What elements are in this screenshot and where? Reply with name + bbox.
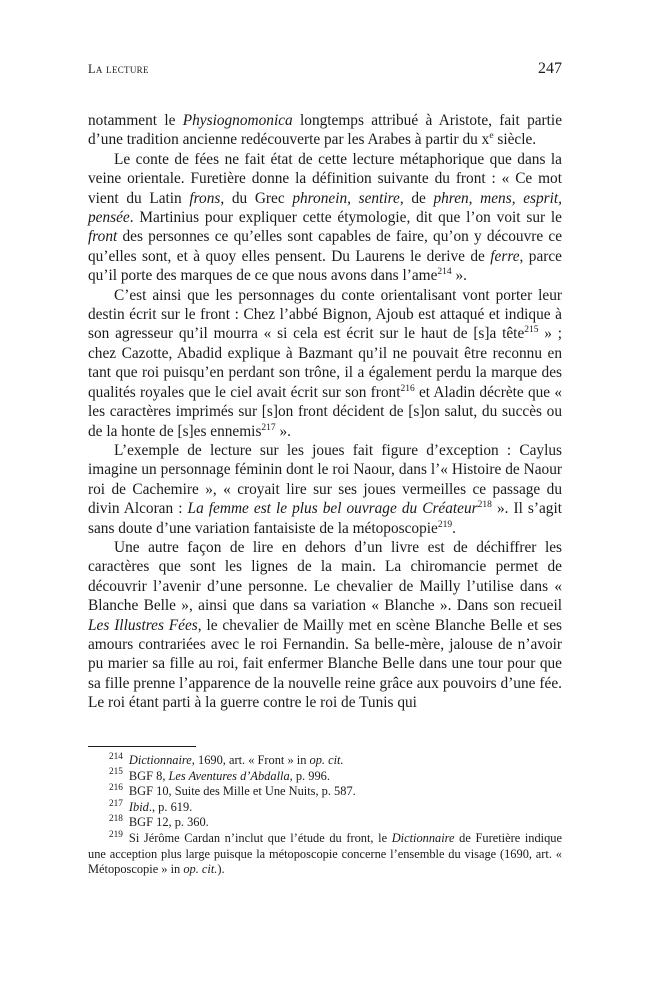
- footnote-number: 216: [109, 783, 123, 794]
- footnote-number: 218: [109, 814, 123, 825]
- italic-text: Les Aventures d’Abdalla: [168, 768, 290, 783]
- italic-text: Physiognomonica: [182, 112, 293, 129]
- text-run: siècle.: [493, 131, 537, 149]
- text-run: . Martinius pour expliquer cette étymologie, dit que l’on voit sur le: [129, 209, 562, 227]
- text-run: BGF 8,: [128, 768, 169, 783]
- italic-text: phren, mens, esprit, pensée: [88, 189, 562, 227]
- running-head: La lecture: [88, 62, 149, 76]
- footnote: [88, 831, 562, 878]
- text-run: notamment le: [88, 112, 183, 129]
- footnote-ref: 218: [477, 500, 492, 511]
- footnote-ref: 217: [261, 422, 276, 433]
- paragraph: [88, 150, 562, 286]
- text-run: .: [452, 519, 456, 537]
- footnote-ref: 215: [524, 325, 539, 336]
- italic-text: front: [88, 228, 118, 246]
- text-run: ).: [217, 862, 225, 877]
- text-run: ». Il s’agit sans doute d’une variation fantaisiste de la métoposcopie: [88, 500, 563, 537]
- italic-text: Dictionnaire: [391, 830, 455, 845]
- footnote: [88, 784, 562, 800]
- text-run: , du Grec: [220, 189, 293, 207]
- text-run: Le conte de fées ne fait état de cette lecture métaphorique que dans la veine orientale. Furetière donne la définition suivante du front : « Ce mot vient du Latin: [88, 150, 562, 207]
- text-run: » ; chez Cazotte, Abadid explique à Bazmant qu’il ne pouvait être reconnu en tant que roi puisqu’en perdant son trône, il a également perdu la marque des qualités royales que le ciel avait écrit sur son front: [88, 325, 562, 401]
- text-run: Une autre façon de lire en dehors d’un livre est de déchiffrer les caractères que sont les lignes de la main. La chiromancie permet de découvrir l’avenir d’une personne. Le chevalier de Mailly l’utilise dans « Blanche Belle », ainsi que dans sa variation « Blanche ». Dans son recueil: [88, 538, 562, 615]
- italic-text: op. cit.: [309, 753, 344, 767]
- footnote-ref: e: [489, 131, 494, 142]
- text-run: ., p. 619.: [148, 799, 193, 814]
- text-run: , de: [399, 189, 434, 207]
- italic-text: frons: [189, 189, 221, 207]
- text-run: longtemps attribué à Aristote, fait partie d’une tradition ancienne redécouverte par les Arabes à partir du: [88, 112, 562, 149]
- text-run: , le chevalier de Mailly met en scène Blanche Belle et ses amours contrariées avec le roi Fernandin. Sa belle-mère, jalouse de n’avoir pu marier sa fille au roi, fait enfermer Blanche Belle dans une tour pour que sa fille prenne l’apparence de la nouvelle reine grâce aux pouvoirs d’une fée. Le roi étant parti à la guerre contre le roi de Tunis qui: [88, 616, 562, 712]
- page-number: 247: [538, 60, 562, 77]
- footnote-number: 217: [109, 798, 123, 809]
- text-run: de Furetière indique une acception plus large puisque la métoposcopie concerne l’ensemble du visage (1690, art. « Métoposcopie » in: [88, 830, 562, 877]
- paragraph: [88, 441, 562, 538]
- italic-text: La femme est le plus bel ouvrage du Créateur: [187, 500, 478, 518]
- text-run: , p. 996.: [289, 768, 330, 783]
- footnote-number: 219: [109, 829, 123, 840]
- paragraph: [88, 286, 562, 441]
- footnote-ref: 216: [400, 383, 415, 394]
- book-page: [88, 60, 562, 713]
- text-run: , 1690, art. « Front » in: [191, 753, 310, 767]
- italic-text: Dictionnaire: [128, 753, 192, 767]
- body-text: [88, 111, 562, 713]
- footnote: [88, 769, 562, 785]
- text-run: BGF 12, p. 360.: [128, 815, 209, 830]
- text-run: , parce qu’il porte des marques de ce que nous avons dans l’ame: [88, 247, 562, 285]
- text-run: et Aladin décrète que « les caractères imprimés sur [s]on front décident de [s]on salut, du succès ou de la honte de [s]es ennemis: [88, 383, 562, 440]
- footnote-ref: 214: [437, 267, 452, 278]
- italic-text: Les Illustres Fées: [88, 616, 198, 634]
- italic-text: op. cit.: [183, 862, 218, 877]
- italic-text: Ibid: [128, 799, 149, 814]
- italic-text: phronein, sentire: [292, 189, 400, 207]
- paragraph: [88, 111, 562, 150]
- text-run: C’est ainsi que les personnages du conte orientalisant vont porter leur destin écrit sur le front : Chez l’abbé Bignon, Ajoub est attaqué et indique à son agresseur qu’il mourra « si cela est écrit sur le haut de [s]a tête: [88, 286, 562, 343]
- italic-text: ferre: [490, 247, 520, 265]
- footnote: [88, 815, 562, 831]
- footnote-number: 214: [109, 751, 123, 762]
- text-run: des personnes ce qu’elles sont capables de faire, qu’on y découvre ce qu’elles sont, et à quoy elles pensent. Du Laurens le derive de: [88, 228, 562, 265]
- footnote: [88, 753, 562, 769]
- page-header: [88, 60, 562, 86]
- footnotes: [88, 753, 562, 878]
- text-run: ».: [275, 422, 292, 440]
- footnote-ref: 219: [437, 519, 453, 530]
- footnote-separator: [88, 746, 196, 747]
- text-run: ».: [451, 267, 467, 285]
- footnote: [88, 800, 562, 816]
- text-run: L’exemple de lecture sur les joues fait figure d’exception : Caylus imagine un personnage féminin dont le roi Naour, dans l’« Histoire de Naour roi de Cachemire », « croyait lire sur ses joues vermeilles ce passage du divin Alcoran :: [88, 441, 562, 518]
- paragraph: [88, 538, 562, 713]
- footnote-number: 215: [109, 767, 123, 778]
- text-run: BGF 10, Suite des Mille et Une Nuits, p. 587.: [128, 784, 356, 799]
- text-run: x: [481, 131, 490, 149]
- text-run: Si Jérôme Cardan n’inclut que l’étude du front, le: [128, 830, 392, 845]
